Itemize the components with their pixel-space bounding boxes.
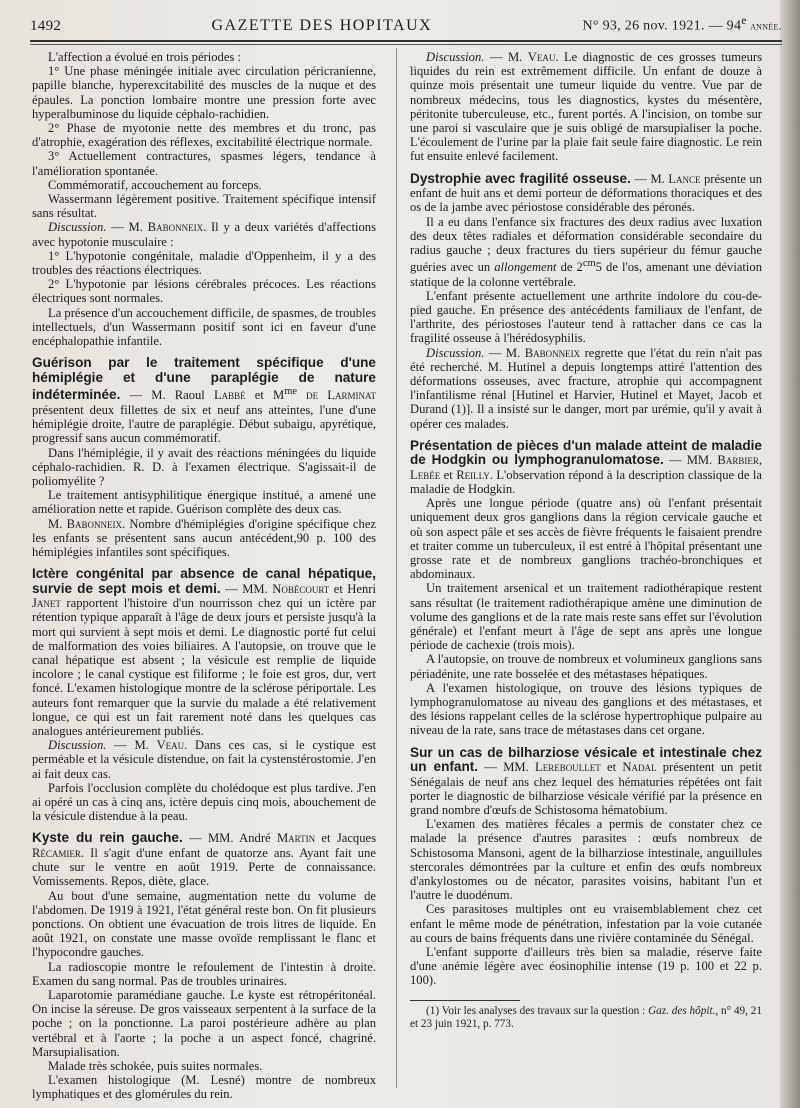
section-hemiplegie bbox=[32, 356, 376, 445]
text-span: — MM. bbox=[220, 581, 273, 596]
paragraph: Un traitement arsenical et un traitement radiothérapique restent sans résultat (le traitement radiothérapique amène une diminution de volume des ganglions et de la rate mais reste sans effet sur l'évolution générale) et l'enfant meurt à l'âge de sept ans après une longue période de cachexie (trois mois). bbox=[410, 581, 762, 653]
text-italic: allongement bbox=[494, 260, 557, 275]
author-name: Babonneix bbox=[524, 345, 581, 360]
text-span: . Il y a deux variétés d'affections avec hypotonie musculaire : bbox=[32, 220, 377, 249]
text-span: et M bbox=[245, 388, 285, 403]
paragraph: L'examen histologique (M. Lesné) montre de nombreux lymphatiques et des glomérules du rein. bbox=[32, 1073, 376, 1102]
text-span: et bbox=[600, 760, 623, 775]
author-name: Reilly bbox=[456, 467, 490, 482]
text-span: , bbox=[758, 453, 762, 468]
text-span: et Jacques bbox=[315, 831, 376, 846]
left-column bbox=[32, 50, 376, 1102]
section-heading: Dystrophie avec fragilité osseuse. bbox=[410, 170, 631, 186]
author-name: Martin bbox=[276, 831, 316, 846]
text-span bbox=[297, 388, 306, 402]
paragraph: Wassermann légèrement positive. Traitement spécifique intensif sans résultat. bbox=[32, 192, 376, 221]
journal-title: GAZETTE DES HOPITAUX bbox=[211, 16, 433, 34]
paragraph: Commémoratif, accouchement au forceps. bbox=[48, 177, 262, 192]
text-span: — M. bbox=[106, 220, 148, 235]
author-name: Veau bbox=[527, 50, 556, 64]
paragraph: 3° Actuellement contractures, spasmes légers, tendance à l'amélioration spontanée. bbox=[32, 149, 376, 178]
paragraph: La présence d'un accouchement difficile, de spasmes, de troubles intellectuels, d'un Wassermann positif sont ici en faveur d'une encéphalopathie infantile. bbox=[32, 305, 376, 349]
section-heading: Guérison par le traitement spécifique d'une hémiplégie et d'une paraplégie de nature indéterminée. bbox=[32, 355, 376, 403]
paragraph: Malade très schokée, puis suites normales. bbox=[48, 1058, 263, 1073]
paragraph: 1° Une phase méningée initiale avec circulation péricranienne, papille blanche, hyperexcitabilité des muscles de la nuque et des épaules. La ponction lombaire montre une pression forte avec hyperalbuminose du liquide céphalo-rachidien. bbox=[32, 64, 376, 121]
discussion-paragraph bbox=[410, 346, 762, 431]
text-span: et Henri bbox=[329, 581, 376, 596]
paragraph bbox=[410, 215, 762, 289]
column-divider bbox=[396, 48, 397, 1088]
issue-sup: e bbox=[741, 14, 747, 27]
paragraph: L'affection a évolué en trois périodes : bbox=[48, 50, 241, 64]
paragraph: A l'examen histologique, on trouve des lésions typiques de lymphogranulomatose au niveau des ganglions et des métastases, et des lésions rappelant celles de la sclérose hypertrophique pulpaire au niveau de la rate, sans trace de métastases dans cet organe. bbox=[410, 680, 762, 738]
section-heading: Kyste du rein gauche. bbox=[32, 830, 183, 846]
author-name: Lereboullet bbox=[535, 760, 601, 775]
paragraph: Laparotomie paramédiane gauche. Le kyste est rétropéritonéal. On incise la séreuse. De gros vaisseaux serpentent à la surface de la poche ; on la ponctionne. La paroi postérieure adhère au plan vertébral et à l'aorte ; la poche a un aspect foncé, chagriné. Marsupialisation. bbox=[32, 987, 376, 1059]
paragraph bbox=[32, 517, 376, 560]
author-name: M. Babonneix bbox=[48, 516, 122, 531]
section-kyste bbox=[32, 831, 376, 888]
discussion-label: Discussion. bbox=[426, 50, 485, 64]
paragraph: La radioscopie montre le refoulement de l'intestin à droite. Examen du sang normal. Pas de troubles urinaires. bbox=[32, 959, 376, 988]
author-name: Labbé bbox=[213, 388, 246, 403]
text-span: — M. bbox=[630, 171, 669, 186]
text-span: présente un enfant de huit ans et demi porteur de déformations thoraciques et des os de la jambe avec périostose considérable des péronés. bbox=[410, 171, 763, 215]
text-span: . Nombre d'hémiplégies d'origine spécifique chez les enfants se présentent sans aucun antécédent,90 p. 100 des hémiplégies infantiles sont spécifiques. bbox=[32, 516, 376, 559]
author-name: Veau bbox=[156, 738, 185, 753]
section-heading: Présentation de pièces d'un malade atteint de maladie de Hodgkin ou lymphogranulomatose. bbox=[410, 437, 762, 468]
discussion-label: Discussion. bbox=[426, 345, 485, 360]
text-span: et bbox=[440, 467, 457, 482]
section-heading: Sur un cas de bilharziose vésicale et intestinale chez un enfant. bbox=[410, 744, 762, 775]
page-binding-edge bbox=[780, 0, 800, 1108]
text-span: de 2 bbox=[556, 260, 583, 275]
author-name: Lebée bbox=[410, 467, 441, 482]
paragraph: L'enfant présente actuellement une arthrite indolore du cou-de-pied gauche. En présence des antécédents familiaux de l'enfant, de l'arthrite, des périostoses l'auteur tend à rattacher dans ce cas la fragilité osseuse à l'hérédosyphilis. bbox=[410, 288, 762, 346]
discussion-label: Discussion. bbox=[48, 220, 107, 235]
paragraph: Au bout d'une semaine, augmentation nette du volume de l'abdomen. De 1919 à 1921, l'état général reste bon. On fit plusieurs ponctions. On obtient une évacuation de trois litres de liquide. En août 1921, on constate une masse ovoïde remplissant le flanc et l'hypocondre gauches. bbox=[32, 888, 376, 960]
paragraph: Le traitement antisyphilitique énergique institué, a amené une amélioration nette et rapide. Guérison complète des deux cas. bbox=[32, 488, 376, 517]
text-span: . Dans ces cas, si le cystique est perméable et la vésicule distendue, on fait la cystenstérostomie. J'en ai fait deux cas. bbox=[32, 738, 377, 781]
text-span: Il a eu dans l'enfance six fractures des deux radius avec luxation des deux têtes radiales et déformation considérable secondaire du radius gauche ; deux fractures du tiers supérieur du fémur gauche guéries avec un bbox=[410, 214, 762, 275]
text-span: — M. bbox=[484, 50, 528, 64]
text-span: — M. bbox=[484, 345, 525, 360]
paragraph: 2° Phase de myotonie nette des membres et du tronc, pas d'atrophie, exagération des réflexes, excitabilité électrique normale. bbox=[32, 121, 376, 150]
author-name: Récamier bbox=[32, 845, 81, 860]
footnote-rule bbox=[410, 1000, 520, 1001]
section-heading: Ictère congénital par absence de canal hépatique, survie de sept mois et demi. bbox=[32, 566, 376, 596]
section-hodgkin bbox=[410, 439, 762, 496]
text-sup: cm bbox=[582, 258, 596, 270]
issue-year-label: année. bbox=[746, 18, 782, 33]
author-name: Babonneix bbox=[147, 220, 204, 235]
text-span: . Le diagnostic de ces grosses tumeurs liquides du rein est extrêmement difficile. Un enfant de douze à quinze mois présentait une tumeur liquide du ventre. Vue par de nombreux médecins, tous les diagnostics, kystes du mésentère, péritonite tuberculeuse, etc., furent portés. A l'incision, on tombe sur une paroi si vasculaire que je suis obligé de marsupialiser la poche. L'écoulement de l'urine par la plaie fait seule faire diagnostic. Le rein fut ensuite enlevé facilement. bbox=[410, 50, 762, 164]
author-name: Barbier bbox=[717, 453, 759, 468]
paragraph: L'enfant supporte d'ailleurs très bien sa maladie, réserve faite d'une anémie légère avec éosinophilie intense (19 p. 100 et 22 p. 100). bbox=[410, 945, 762, 988]
page-number: 1492 bbox=[30, 17, 62, 34]
text-span: — M. bbox=[106, 738, 157, 753]
section-ictere bbox=[32, 567, 376, 738]
text-span: 5 de l'os, amenant une déviation statique de la colonne vertébrale. bbox=[410, 260, 762, 289]
author-name: de Larminat bbox=[306, 388, 376, 403]
text-span: rapportent l'histoire d'un nourrisson chez qui un ictère par rétention typique apparaît à l'âge de deux jours et persiste jusqu'à la mort qui survient à sept mois et demi. Le diagnostic porté fut celui de malformation des voies biliaires. A l'autopsie, on trouve que le canal hépatique est absent ; la vésicule est remplie de liquide incolore ; le canal cystique est filiforme ; le foie est gros, dur, vert foncé. L'examen histologique montre de la sclérose périportale. Les auteurs font remarquer que la survie du malade a été relativement longue, ce qui est un fait rarement noté dans les quelques cas analogues antérieurement publiés. bbox=[32, 596, 376, 739]
paragraph: 1° L'hypotonie congénitale, maladie d'Oppenheim, il y a des troubles des réactions électriques. bbox=[32, 248, 376, 278]
section-dystrophie bbox=[410, 172, 762, 215]
right-column bbox=[410, 50, 762, 1032]
text-span: — M. Raoul bbox=[120, 388, 214, 403]
paragraph: Après une longue période (quatre ans) où l'enfant présentait uniquement deux gros ganglions dans la région cervicale gauche et où son aspect pâle et ses accès de fièvre fréquents le faisaient prendre et traiter comme un tuberculeux, il est entré à l'hôpital présentant une grosse rate et de nombreux ganglions trachéo-bronchiques et abdominaux. bbox=[410, 496, 762, 582]
text-span: — MM. bbox=[663, 453, 718, 468]
author-name: Lance bbox=[668, 171, 701, 186]
text-italic: Gaz. des hôpit. bbox=[648, 1004, 716, 1017]
running-header bbox=[30, 14, 782, 42]
author-name: Nobécourt bbox=[272, 581, 330, 596]
paragraph: Parfois l'occlusion complète du cholédoque est plus tardive. J'en ai opéré un cas à cinq ans, ictère depuis cinq mois, abouchement de la vésicule distendue à la peau. bbox=[32, 780, 376, 824]
paragraph: Dans l'hémiplégie, il y avait des réactions méningées du liquide céphalo-rachidien. R. D. à l'examen électrique. S'agissait-il de poliomyélite ? bbox=[32, 445, 376, 488]
text-span: regrette que l'état du rein n'ait pas été recherché. M. Hutinel a depuis longtemps attiré l'attention des déformations osseuses, avec fracture, atrophie qui accompagnent l'infantilisme rénal [Hutinel et Harvier, Hutinel et Mayet, Jacob et Durand (1)]. Il a insisté sur le danger, mort par urémie, qu'il y avait à opérer ces malades. bbox=[410, 345, 762, 431]
text-span: — MM. André bbox=[182, 831, 277, 846]
paragraph: A l'autopsie, on trouve de nombreux et volumineux ganglions sans périadénite, une rate bosselée et des métastases hépatiques. bbox=[410, 652, 762, 681]
footnote bbox=[410, 1005, 762, 1032]
author-name: Janet bbox=[32, 596, 61, 611]
header-rule bbox=[30, 40, 782, 45]
discussion-paragraph bbox=[32, 738, 376, 781]
paragraph: L'examen des matières fécales a permis de constater chez ce malade la présence d'autres parasites : œufs nombreux de Schistosoma Mansoni, agent de la bilharziose intestinale, anguillules stercorales démontrées par la culture et enfin des œufs nombreux d'ankylostomes ou de nécator, parasites voisins, habitant l'un et l'autre le duodénum. bbox=[410, 817, 762, 903]
issue-date: N° 93, 26 nov. 1921. — 94 bbox=[582, 18, 742, 34]
text-span: (1) Voir les analyses des travaux sur la question : bbox=[426, 1004, 649, 1017]
text-span: . Il s'agit d'une enfant de quatorze ans. Ayant fait une chute sur le ventre en août 1919. Perte de connaissance. Vomissements. Repos, diète, glace. bbox=[32, 845, 376, 889]
discussion-paragraph bbox=[32, 220, 376, 248]
issue-info bbox=[582, 14, 782, 35]
text-span: présentent deux fillettes de six et neuf ans atteintes, l'une d'une hémiplégie droite, l'autre de paraplégie. Début subaigu, apyrétique, progressif sans aucun commémoratif. bbox=[32, 402, 376, 446]
discussion-label: Discussion. bbox=[48, 738, 107, 753]
paragraph: Ces parasitoses multiples ont eu vraisemblablement chez cet enfant le même mode de pénétration, infestation par la voie cutanée au cours de bains fréquents dans une rivière contaminée du Sénégal. bbox=[410, 902, 762, 945]
paragraph: 2° L'hypotonie par lésions cérébrales précoces. Les réactions électriques sont normales. bbox=[32, 277, 376, 306]
text-span: , n° 49, 21 et 23 juin 1921, p. 773. bbox=[410, 1004, 762, 1031]
discussion-paragraph bbox=[410, 50, 762, 164]
text-span: . L'observation répond à la description classique de la maladie de Hodgkin. bbox=[410, 467, 762, 496]
section-bilharziose bbox=[410, 746, 762, 818]
text-span: présentent un petit Sénégalais de neuf ans chez lequel des hématuries répétées ont fait porter le diagnostic de bilharziose vésicale vérifié par la présence en grand nombre d'œufs de Schistosoma hématobium. bbox=[410, 760, 762, 818]
text-span: — MM. bbox=[478, 760, 536, 775]
text-sup: me bbox=[284, 386, 298, 398]
author-name: Nadal bbox=[622, 760, 657, 775]
